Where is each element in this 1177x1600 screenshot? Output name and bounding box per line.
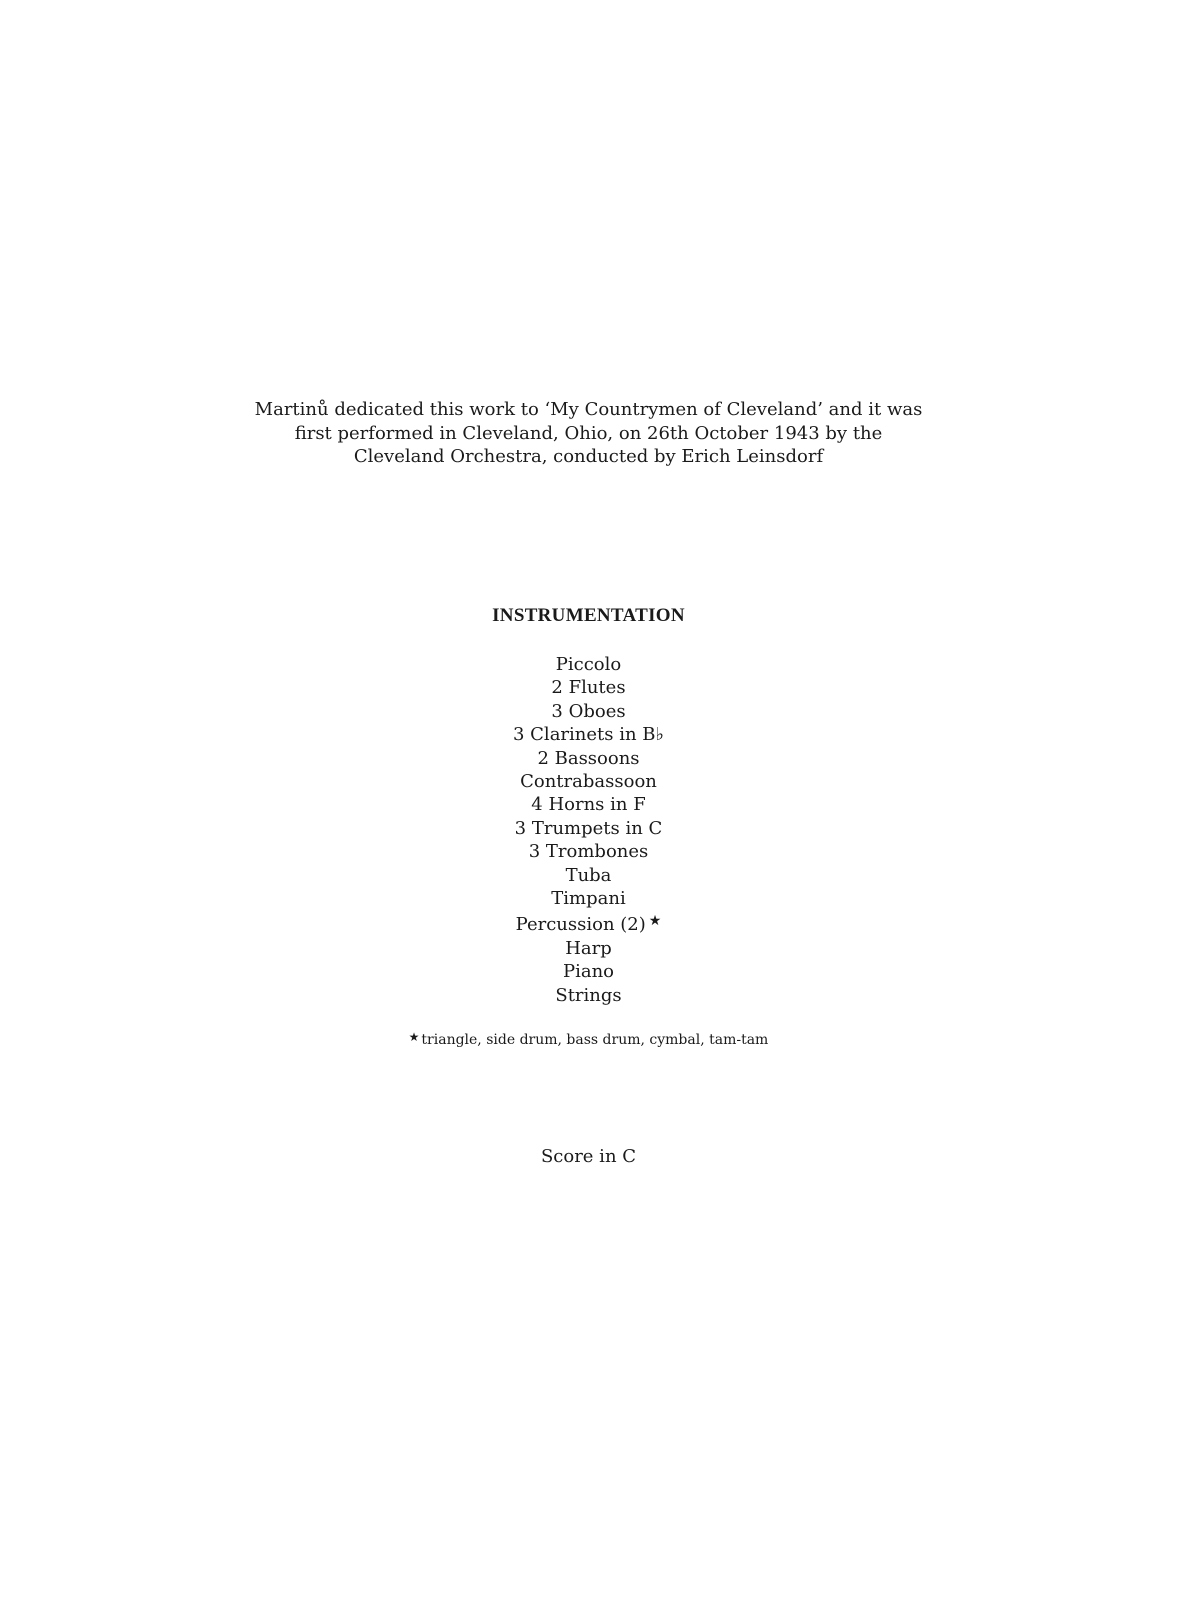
instrument-item: 2 Flutes <box>551 677 626 699</box>
instrument-item: 4 Horns in F <box>531 794 646 816</box>
percussion-footnote <box>0 1030 1177 1048</box>
instrument-item: 3 Clarinets in B♭ <box>512 724 665 746</box>
dedication-line: first performed in Cleveland, Ohio, on 26th October 1943 by the <box>294 422 883 444</box>
instrument-item: 3 Trombones <box>528 841 649 863</box>
instrument-item: 2 Bassoons <box>537 747 640 769</box>
instrument-item-percussion <box>0 910 1177 936</box>
instrument-item: Harp <box>565 937 612 959</box>
instrument-list <box>0 653 1177 1007</box>
instrument-item: Contrabassoon <box>520 771 657 793</box>
footnote-star-icon: ★ <box>648 913 662 930</box>
instrumentation-heading: INSTRUMENTATION <box>492 605 685 626</box>
dedication-line: Martinů dedicated this work to ‘My Countrymen of Cleveland’ and it was <box>254 399 923 420</box>
footnote-text: triangle, side drum, bass drum, cymbal, tam-tam <box>421 1032 769 1048</box>
dedication-paragraph <box>0 398 1177 469</box>
instrument-item: Timpani <box>551 888 626 910</box>
instrument-item: Piccolo <box>555 654 622 675</box>
instrument-item: Piano <box>562 961 615 983</box>
instrument-item: Strings <box>555 984 622 1006</box>
instrument-item: 3 Oboes <box>551 700 626 722</box>
instrument-item: Tuba <box>565 864 612 886</box>
dedication-line: Cleveland Orchestra, conducted by Erich Leinsdorf <box>353 446 824 467</box>
score-transposition-note: Score in C <box>540 1146 637 1167</box>
footnote-star-icon: ★ <box>408 1030 420 1044</box>
instrument-item: 3 Trumpets in C <box>514 817 663 839</box>
instrument-label: Percussion (2) <box>515 914 646 936</box>
